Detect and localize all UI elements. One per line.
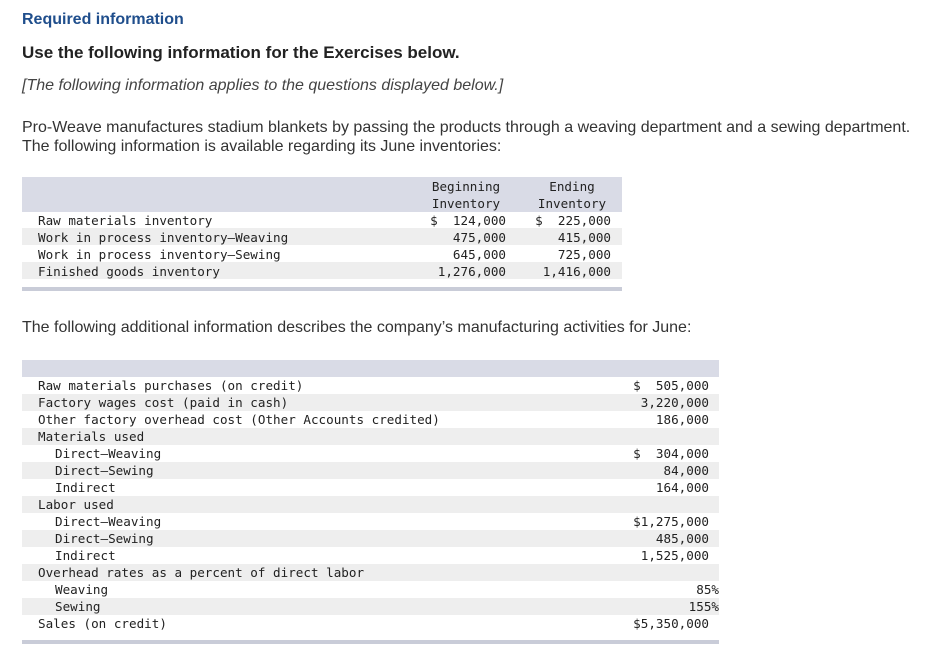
inventory-row-label: Finished goods inventory [38,264,220,279]
activity-section-label: Overhead rates as a percent of direct labor [38,565,365,580]
inventory-row-begin: 645,000 [452,247,506,262]
inventory-row-begin: $ 124,000 [430,213,506,228]
row-band [22,496,719,513]
activity-table-header-band [22,360,719,377]
activity-row-label: Sewing [55,599,101,614]
activity-row-value: $ 304,000 [633,446,709,461]
inventory-table-bottom-rule [22,287,622,291]
inventory-row-begin: 475,000 [452,230,506,245]
inventory-row-end: 1,416,000 [542,264,611,279]
inventory-table [22,177,622,291]
inventory-row-label: Work in process inventory—Weaving [38,230,289,245]
additional-paragraph: The following additional information describes the company’s manufacturing activities for June: [22,319,692,336]
applies-note: [The following information applies to the questions displayed below.] [22,77,504,94]
activity-row-label: Factory wages cost (paid in cash) [38,395,289,410]
activity-row-label: Indirect [55,548,116,563]
activity-row-label: Direct—Sewing [55,463,154,478]
activity-section-label: Labor used [38,497,114,512]
activity-row-label: Indirect [55,480,116,495]
activity-row-value: 164,000 [655,480,709,495]
activity-row-value: 85% [696,582,719,597]
activity-row-value: 84,000 [663,463,709,478]
activity-row-label: Raw materials purchases (on credit) [38,378,304,393]
beginning-header-2: Inventory [431,196,501,211]
activity-row-value: 3,220,000 [640,395,709,410]
activity-row-value: 485,000 [655,531,709,546]
ending-header-2: Inventory [537,196,607,211]
intro-paragraph: Pro-Weave manufactures stadium blankets by passing the products through a weaving department and a sewing department. The following information is available regarding its June inventories: [22,119,911,155]
activity-row-label: Direct—Weaving [55,514,162,529]
inventory-row-label: Work in process inventory—Sewing [38,247,281,262]
inventory-row-label: Raw materials inventory [38,213,213,228]
activity-row-value: $1,275,000 [633,514,709,529]
activity-row-value: 1,525,000 [640,548,709,563]
activity-table [22,360,719,644]
activity-row-value: 186,000 [655,412,709,427]
activity-row-value: 155% [688,599,719,614]
activity-table-bottom-rule [22,640,719,644]
activity-row-label: Other factory overhead cost (Other Accounts credited) [38,412,440,427]
exercise-title: Use the following information for the Exercises below. [22,43,460,62]
inventory-row-end: $ 225,000 [535,213,611,228]
beginning-header-1: Beginning [431,179,501,194]
inventory-row-end: 415,000 [557,230,611,245]
activity-row-value: $ 505,000 [633,378,709,393]
activity-row-label: Direct—Weaving [55,446,162,461]
inventory-row-end: 725,000 [557,247,611,262]
required-information-heading: Required information [22,11,184,28]
activity-row-label: Weaving [55,582,109,597]
ending-header-1: Ending [549,179,595,194]
activity-section-label: Materials used [38,429,145,444]
activity-row-value: $5,350,000 [633,616,709,631]
activity-row-label: Sales (on credit) [38,616,167,631]
inventory-row-begin: 1,276,000 [437,264,506,279]
activity-row-label: Direct—Sewing [55,531,154,546]
